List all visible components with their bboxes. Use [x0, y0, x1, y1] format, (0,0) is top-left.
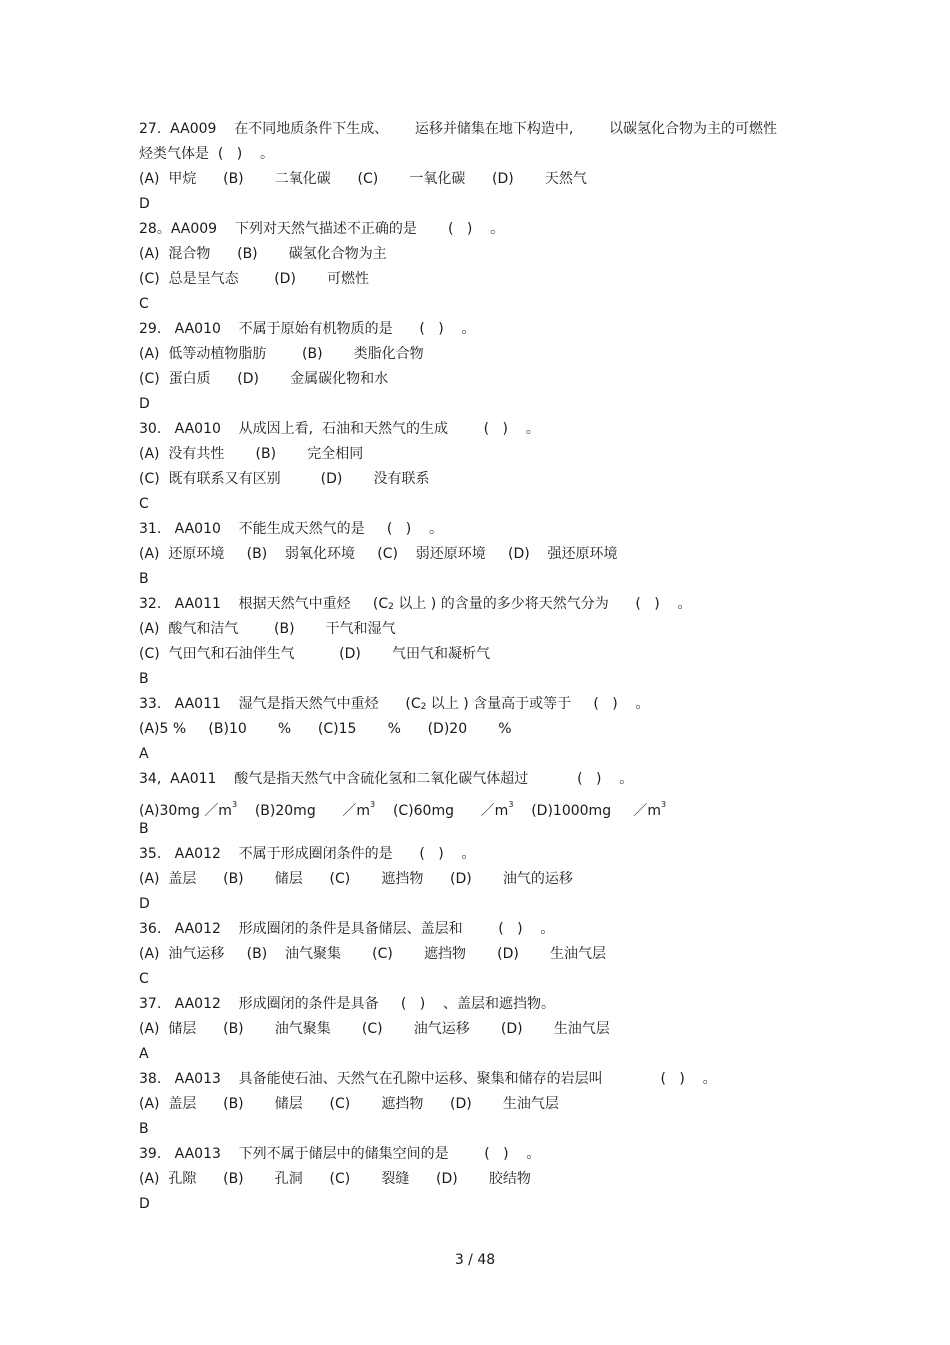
q37-options: (A) 储层 (B) 油气聚集 (C) 油气运移 (D) 生油气层 — [139, 1021, 610, 1037]
q32-answer: B — [139, 671, 149, 687]
q32-subscript: 2 — [388, 602, 394, 612]
q30-stem: 30. AA010 从成因上看, 石油和天然气的生成 ( ) 。 — [139, 421, 540, 437]
q34-option-b: (B)20mg ／m — [237, 803, 371, 819]
question-list — [139, 117, 819, 1217]
q34-option-c: (C)60mg ／m — [375, 803, 509, 819]
q29-options-ab: (A) 低等动植物脂肪 (B) 类脂化合物 — [139, 346, 424, 362]
q34-option-a-sup: 3 — [231, 800, 238, 809]
q34-option-d: (D)1000mg ／m — [513, 803, 661, 819]
q28-stem: 28。AA009 下列对天然气描述不正确的是 ( ) 。 — [139, 221, 505, 237]
q30-options-ab: (A) 没有共性 (B) 完全相同 — [139, 446, 364, 462]
q32-options-cd: (C) 气田气和石油伴生气 (D) 气田气和凝析气 — [139, 646, 490, 662]
q37-stem: 37. AA012 形成圈闭的条件是具备 ( ) 、盖层和遮挡物。 — [139, 996, 556, 1012]
q28-options-ab: (A) 混合物 (B) 碳氢化合物为主 — [139, 246, 387, 262]
q34-option-c-sup: 3 — [508, 800, 514, 809]
q34-stem: 34, AA011 酸气是指天然气中含硫化氢和二氧化碳气体超过 ( ) 。 — [139, 771, 634, 787]
q32-stem-suffix: 以上 ) 的含量的多少将天然气分为 ( ) 。 — [393, 596, 692, 612]
q32-stem-prefix: 32. AA011 根据天然气中重烃 (C — [139, 596, 389, 612]
q33-answer: A — [139, 746, 149, 762]
q33-options: (A)5 % (B)10 % (C)15 % (D)20 % — [139, 721, 512, 737]
q39-options: (A) 孔隙 (B) 孔洞 (C) 裂缝 (D) 胶结物 — [139, 1171, 531, 1187]
q28-options-cd: (C) 总是呈气态 (D) 可燃性 — [139, 271, 370, 287]
q32-options-ab: (A) 酸气和洁气 (B) 干气和湿气 — [139, 621, 396, 637]
q31-stem: 31. AA010 不能生成天然气的是 ( ) 。 — [139, 521, 444, 537]
q38-stem: 38. AA013 具备能使石油、天然气在孔隙中运移、聚集和储存的岩层叫 ( ) 。 — [139, 1071, 717, 1087]
q39-stem: 39. AA013 下列不属于储层中的储集空间的是 ( ) 。 — [139, 1146, 541, 1162]
q34-option-d-sup: 3 — [660, 800, 667, 809]
q35-options: (A) 盖层 (B) 储层 (C) 遮挡物 (D) 油气的运移 — [139, 871, 573, 887]
q29-options-cd: (C) 蛋白质 (D) 金属碳化物和水 — [139, 371, 389, 387]
q33-stem-suffix: 以上 ) 含量高于或等于 ( ) 。 — [426, 696, 650, 712]
q38-answer: B — [139, 1121, 149, 1137]
q34-option-a: (A)30mg ／m — [139, 803, 232, 819]
q33-stem — [139, 692, 819, 717]
q35-stem: 35. AA012 不属于形成圈闭条件的是 ( ) 。 — [139, 846, 476, 862]
q28-answer: C — [139, 296, 149, 312]
q34-options — [139, 792, 819, 817]
q30-answer: C — [139, 496, 149, 512]
q36-stem: 36. AA012 形成圈闭的条件是具备储层、盖层和 ( ) 。 — [139, 921, 555, 937]
q31-answer: B — [139, 571, 149, 587]
q27-options: (A) 甲烷 (B) 二氧化碳 (C) 一氧化碳 (D) 天然气 — [139, 171, 587, 187]
q34-answer: B — [139, 821, 149, 837]
q37-answer: A — [139, 1046, 149, 1062]
q32-stem — [139, 592, 819, 617]
q27-answer: D — [139, 196, 150, 212]
q38-options: (A) 盖层 (B) 储层 (C) 遮挡物 (D) 生油气层 — [139, 1096, 559, 1112]
q33-stem-prefix: 33. AA011 湿气是指天然气中重烃 (C — [139, 696, 421, 712]
q33-subscript: 2 — [420, 702, 427, 712]
q29-stem: 29. AA010 不属于原始有机物质的是 ( ) 。 — [139, 321, 476, 337]
q27-stem-line1: 27. AA009 在不同地质条件下生成、 运移并储集在地下构造中, 以碳氢化合物为主的可燃性 — [139, 121, 777, 137]
q31-options: (A) 还原环境 (B) 弱氧化环境 (C) 弱还原环境 (D) 强还原环境 — [139, 546, 618, 562]
q35-answer: D — [139, 896, 150, 912]
page-number: 3 / 48 — [454, 1252, 496, 1268]
q36-options: (A) 油气运移 (B) 油气聚集 (C) 遮挡物 (D) 生油气层 — [139, 946, 606, 962]
q39-answer: D — [139, 1196, 150, 1212]
q34-option-b-sup: 3 — [370, 800, 376, 809]
q30-options-cd: (C) 既有联系又有区别 (D) 没有联系 — [139, 471, 430, 487]
q36-answer: C — [139, 971, 149, 987]
q27-stem-line2: 烃类气体是 ( ) 。 — [139, 146, 274, 162]
q29-answer: D — [139, 396, 150, 412]
